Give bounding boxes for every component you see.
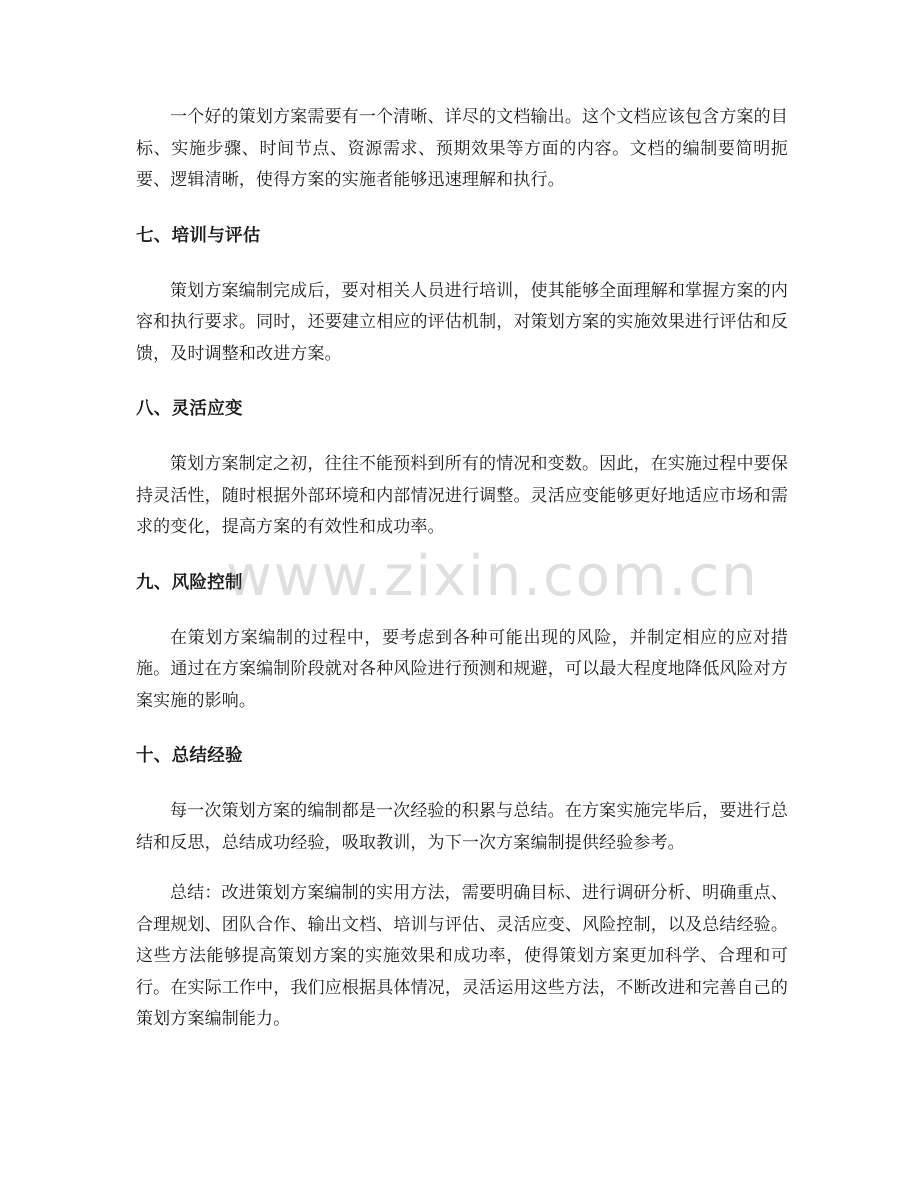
heading-training-evaluation: 七、培训与评估 bbox=[136, 225, 261, 246]
paragraph-summarize-experience: 每一次策划方案的编制都是一次经验的积累与总结。在方案实施完毕后，要进行总结和反思，总结成功经验，吸取教训，为下一次方案编制提供经验参考。 bbox=[136, 801, 788, 853]
paragraph-training-evaluation: 策划方案编制完成后，要对相关人员进行培训，使其能够全面理解和掌握方案的内容和执行要求。同时，还要建立相应的评估机制，对策划方案的实施效果进行评估和反馈，及时调整和改进方案。 bbox=[136, 280, 788, 364]
watermark: www.zixin.com.cn bbox=[226, 544, 759, 609]
paragraph-conclusion: 总结：改进策划方案编制的实用方法，需要明确目标、进行调研分析、明确重点、合理规划、团队合作、输出文档、培训与评估、灵活应变、风险控制，以及总结经验。这些方法能够提高策划方案的实施效果和成功率，使得策划方案更加科学、合理和可行。在实际工作中，我们应根据具体情况，灵活运用这些方法，不断改进和完善自己的策划方案编制能力。 bbox=[136, 883, 788, 1029]
heading-summarize-experience: 十、总结经验 bbox=[136, 746, 243, 766]
document-body bbox=[136, 102, 788, 1036]
heading-risk-control: 九、风险控制 bbox=[136, 572, 243, 593]
paragraph-document-output: 一个好的策划方案需要有一个清晰、详尽的文档输出。这个文档应该包含方案的目标、实施步骤、时间节点、资源需求、预期效果等方面的内容。文档的编制要简明扼要、逻辑清晰，使得方案的实施者能够迅速理解和执行。 bbox=[136, 107, 788, 190]
heading-flexible-response: 八、灵活应变 bbox=[136, 399, 243, 419]
paragraph-flexible-response: 策划方案制定之初，往往不能预料到所有的情况和变数。因此，在实施过程中要保持灵活性，随时根据外部环境和内部情况进行调整。灵活应变能够更好地适应市场和需求的变化，提高方案的有效性和成功率。 bbox=[136, 454, 788, 537]
paragraph-risk-control: 在策划方案编制的过程中，要考虑到各种可能出现的风险，并制定相应的应对措施。通过在方案编制阶段就对各种风险进行预测和规避，可以最大程度地降低风险对方案实施的影响。 bbox=[136, 627, 788, 711]
